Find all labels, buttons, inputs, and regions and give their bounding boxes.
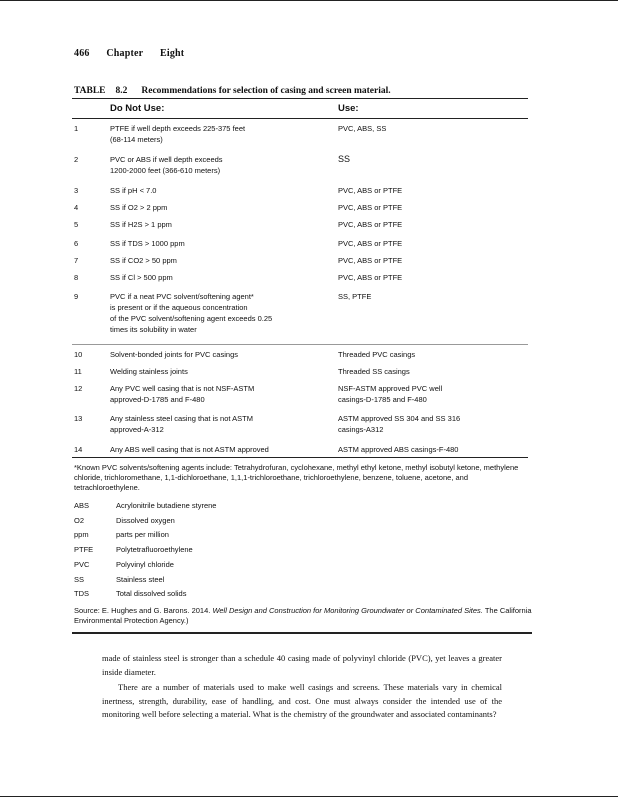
row-use: PVC, ABS or PTFE [338,256,403,265]
row-use: SS [338,154,351,164]
row-number: 11 [74,367,82,376]
row-use: PVC, ABS or PTFE [338,239,403,248]
body-paragraph: There are a number of materials used to make well casings and screens. These materials vary in chemical inertness, strength, durability, ease of handling, and cost. One must always consider the intended use of the monitoring well before selecting a material. What is the chemistry of the groundwater and associated contaminants? [102,682,502,719]
body-paragraph: made of stainless steel is stronger than a schedule 40 casing made of polyvinyl chloride (PVC), yet leaves a greater inside diameter. [102,653,502,677]
row-use: PVC, ABS or PTFE [338,203,403,212]
row-number: 7 [74,256,79,265]
row-use: NSF-ASTM approved PVC well casings-D-1785 and F-480 [338,384,443,404]
column-header-use: Use: [338,103,359,114]
chapter-name: Eight [159,48,185,59]
row-number: 12 [74,384,83,393]
abbreviation-key: O2 [74,516,85,525]
solvent-footnote: *Known PVC solvents/softening agents include: Tetrahydrofuran, cyclohexane, methyl ethyl ketone, methyl isobutyl ketone, methylene chloride, trichloromethane, 1,1-dichloroethane, 1,1,1-trichloroethane, trichloroethylene, benzene, toluene, acetone, and tetrachloroethylene. [74,463,519,492]
row-number: 10 [74,350,83,359]
row-do-not-use: PTFE if well depth exceeds 225-375 feet (68-114 meters) [110,124,246,144]
row-do-not-use: PVC or ABS if well depth exceeds 1200-2000 feet (366-610 meters) [110,155,223,175]
abbreviation-value: Polyvinyl chloride [116,560,174,569]
row-use: SS, PTFE [338,292,372,301]
bottom-page-rule [0,796,618,797]
abbreviation-value: Stainless steel [116,575,165,584]
chapter-label: Chapter [106,48,144,59]
table-label: TABLE [74,86,106,96]
row-do-not-use: SS if TDS > 1000 ppm [110,239,185,248]
row-number: 3 [74,186,79,195]
row-use: PVC, ABS or PTFE [338,220,403,229]
abbreviation-value: Acrylonitrile butadiene styrene [116,501,217,510]
row-use: ASTM approved ABS casings-F-480 [338,445,459,454]
row-use: PVC, ABS or PTFE [338,273,403,282]
table-top-rule [72,98,528,99]
top-page-rule [0,0,618,1]
table-number: 8.2 [115,86,128,96]
table-title [74,86,391,96]
row-do-not-use: SS if pH < 7.0 [110,186,157,195]
row-do-not-use: Solvent-bonded joints for PVC casings [110,350,238,359]
row-number: 4 [74,203,79,212]
abbreviation-key: SS [74,575,85,584]
row-number: 2 [74,155,79,164]
table-caption: Recommendations for selection of casing and screen material. [141,86,391,96]
row-number: 1 [74,124,79,133]
row-do-not-use: Welding stainless joints [110,367,188,376]
page-header [74,48,198,59]
abbreviation-value: Polytetrafluoroethylene [116,545,193,554]
abbreviation-value: Total dissolved solids [116,589,187,598]
column-header-do-not-use: Do Not Use: [110,103,165,114]
row-number: 9 [74,292,79,301]
table-bottom-rule [72,457,528,458]
row-number: 13 [74,414,83,423]
row-do-not-use: Any ABS well casing that is not ASTM approved [110,445,269,454]
abbreviation-key: ABS [74,501,90,510]
row-number: 8 [74,273,79,282]
row-use: Threaded PVC casings [338,350,416,359]
row-use: Threaded SS casings [338,367,410,376]
row-divider [72,344,528,345]
row-do-not-use: PVC if a neat PVC solvent/softening agent* is present or if the aqueous concentration of the PVC solvent/softening agent exceeds 0.25 times its solubility in water [110,292,273,334]
abbreviation-key: TDS [74,589,89,598]
row-use: PVC, ABS or PTFE [338,186,403,195]
abbreviation-key: PVC [74,560,90,569]
abbreviation-key: ppm [74,530,89,539]
row-do-not-use: Any PVC well casing that is not NSF-ASTM approved-D-1785 and F-480 [110,384,255,404]
source-prefix: Source: E. Hughes and G. Barons. 2014. [74,606,211,615]
source-bottom-rule [72,632,532,634]
abbreviation-key: PTFE [74,545,94,554]
row-use: PVC, ABS, SS [338,124,387,133]
row-do-not-use: SS if H2S > 1 ppm [110,220,172,229]
row-use: ASTM approved SS 304 and SS 316 casings-A312 [338,414,461,434]
source-suffix: The California Environmental Protection Agency.) [74,606,532,625]
row-do-not-use: SS if Cl > 500 ppm [110,273,173,282]
table-source [74,606,544,626]
row-do-not-use: Any stainless steel casing that is not ASTM approved-A-312 [110,414,253,434]
row-do-not-use: SS if CO2 > 50 ppm [110,256,177,265]
row-number: 5 [74,220,79,229]
page-number: 466 [74,48,90,59]
row-number: 14 [74,445,83,454]
abbreviation-value: Dissolved oxygen [116,516,175,525]
table-header-rule [72,118,528,119]
source-title: Well Design and Construction for Monitoring Groundwater or Contaminated Sites. [212,606,483,615]
abbreviation-value: parts per million [116,530,169,539]
row-do-not-use: SS if O2 > 2 ppm [110,203,168,212]
row-number: 6 [74,239,79,248]
